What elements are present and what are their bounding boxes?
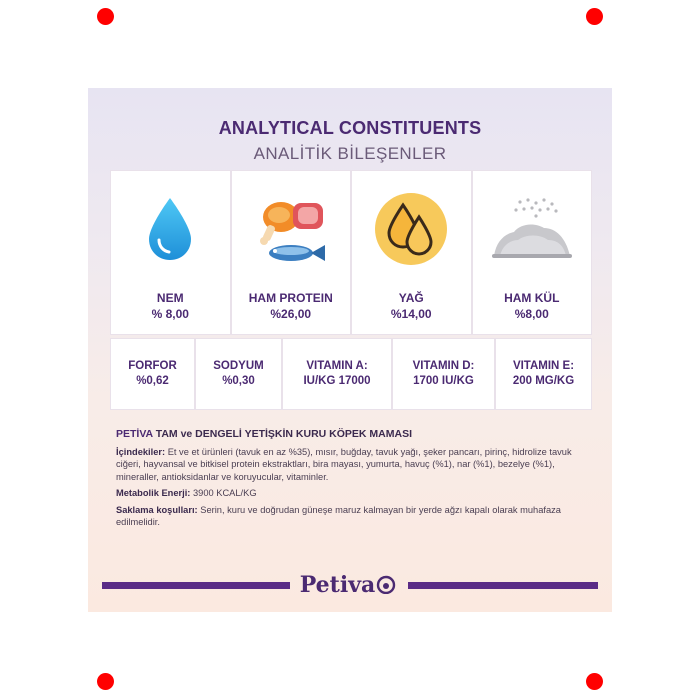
constituent-label: HAM PROTEIN	[248, 291, 333, 305]
energy-label: Metabolik Enerji:	[116, 488, 191, 498]
storage-conditions	[116, 504, 596, 529]
title-turkish: ANALİTİK BİLEŞENLER	[253, 144, 447, 163]
constituent-value: %14,00	[390, 307, 432, 321]
minor-constituents-grid	[110, 338, 592, 410]
ingredients-label: İçindekiler:	[116, 446, 166, 457]
constituent-label: NEM	[156, 291, 184, 305]
constituent-label: FORFOR	[128, 360, 177, 372]
storage-text: Serin, kuru ve doğrudan güneşe maruz kalmayan bir yerde ağzı kapalı olarak muhafaza edilmelidir.	[116, 504, 561, 527]
oil-drops-icon	[352, 189, 471, 269]
meat-fish-icon	[232, 189, 351, 269]
constituent-label: VITAMIN E:	[512, 360, 575, 372]
paw-logo-icon	[376, 574, 396, 594]
ingredients	[116, 446, 596, 484]
corner-dot-top-right	[586, 8, 603, 25]
divider-bar-left	[102, 582, 290, 589]
title-english: ANALYTICAL CONSTITUENTS	[218, 118, 482, 138]
constituent-value: IU/KG 17000	[303, 375, 371, 387]
constituent-vitamin-a	[282, 338, 392, 410]
corner-dot-bottom-left	[97, 673, 114, 690]
constituent-vitamin-e	[495, 338, 592, 410]
constituent-label: SODYUM	[213, 360, 264, 372]
corner-dot-top-left	[97, 8, 114, 25]
product-heading	[116, 428, 596, 441]
constituent-phosphorus	[110, 338, 195, 410]
main-constituents-grid	[110, 170, 592, 335]
metabolic-energy	[116, 487, 596, 500]
constituent-sodium	[195, 338, 282, 410]
brand-name: PETİVA	[116, 428, 153, 440]
corner-dot-bottom-right	[586, 673, 603, 690]
constituent-moisture	[110, 170, 231, 335]
constituent-fat	[351, 170, 472, 335]
ingredients-text: Et ve et ürünleri (tavuk en az %35), mısır, buğday, tavuk yağı, şeker pancarı, pirinç, hidrolize tavuk ciğeri, hayvansal ve bitkisel protein ekstraktları, bira mayası, yumurta, havuç (%1), nar (%1), bezelye (%1), mineraller, antioksidanlar ve koruyucular, vitaminler.	[116, 446, 572, 482]
water-drop-icon	[111, 189, 230, 269]
constituent-label: VITAMIN A:	[306, 360, 368, 372]
constituent-ash	[472, 170, 593, 335]
constituent-value: %26,00	[270, 307, 312, 321]
constituent-protein	[231, 170, 352, 335]
constituent-value: 1700 IU/KG	[413, 375, 474, 387]
logo-text: Petiva	[299, 572, 376, 598]
constituent-label: HAM KÜL	[504, 291, 560, 305]
constituent-value: %8,00	[514, 307, 549, 321]
constituent-value: % 8,00	[151, 307, 189, 321]
product-info-card	[88, 88, 612, 612]
constituent-value: %0,30	[222, 375, 255, 387]
constituent-value: 200 MG/KG	[512, 375, 575, 387]
petiva-logo	[288, 572, 408, 598]
constituent-label: YAĞ	[398, 291, 424, 305]
constituent-label: VITAMIN D:	[412, 360, 475, 372]
ash-pile-icon	[473, 189, 592, 269]
product-description	[116, 428, 596, 533]
storage-label: Saklama koşulları:	[116, 504, 198, 515]
product-name: TAM ve DENGELİ YETİŞKİN KURU KÖPEK MAMASI	[155, 428, 412, 440]
energy-text: 3900 KCAL/KG	[192, 488, 257, 498]
divider-bar-right	[408, 582, 598, 589]
constituent-vitamin-d	[392, 338, 495, 410]
constituent-value: %0,62	[136, 375, 169, 387]
